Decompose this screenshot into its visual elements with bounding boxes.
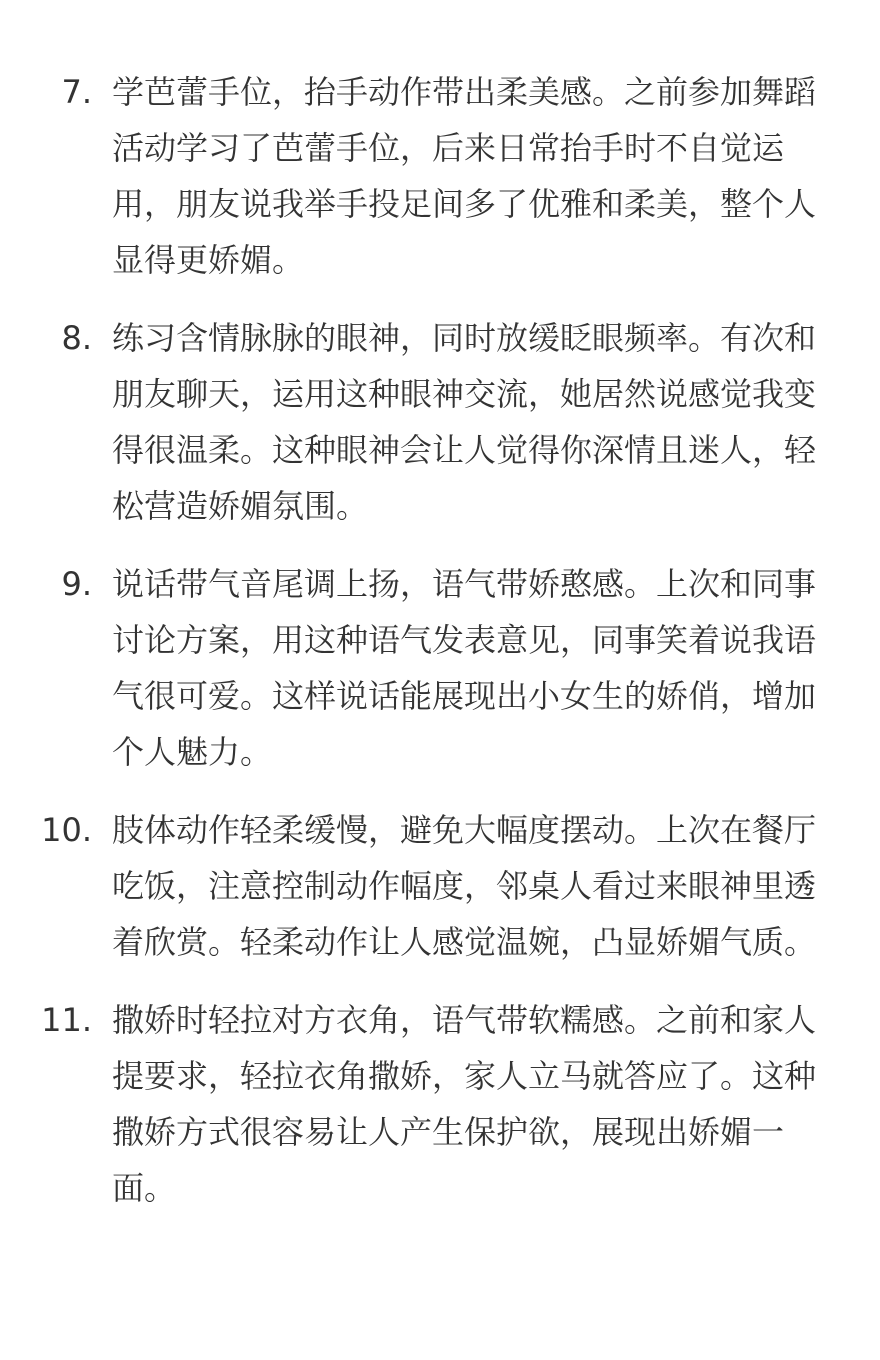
list-item-text: 撒娇时轻拉对方衣角，语气带软糯感。之前和家人提要求，轻拉衣角撒娇，家人立马就答应了。这种撒娇方式很容易让人产生保护欲，展现出娇媚一面。 [112,1001,817,1207]
list-item-text: 练习含情脉脉的眼神，同时放缓眨眼频率。有次和朋友聊天，运用这种眼神交流，她居然说感觉我变得很温柔。这种眼神会让人觉得你深情且迷人，轻松营造娇媚氛围。 [112,319,817,525]
list-item [0,992,818,1216]
list-item-text: 学芭蕾手位，抬手动作带出柔美感。之前参加舞蹈活动学习了芭蕾手位，后来日常抬手时不自觉运用，朋友说我举手投足间多了优雅和柔美，整个人显得更娇媚。 [112,73,817,279]
list-item [0,310,818,534]
list-item [0,802,818,970]
list-item-text: 肢体动作轻柔缓慢，避免大幅度摆动。上次在餐厅吃饭，注意控制动作幅度，邻桌人看过来眼神里透着欣赏。轻柔动作让人感觉温婉，凸显娇媚气质。 [112,811,817,961]
list-item [0,64,818,288]
list-item-number: 11. [41,1001,92,1039]
list-item-number: 8. [61,319,92,357]
list-item-number: 9. [61,565,92,603]
list-item [0,556,818,780]
list-item-text: 说话带气音尾调上扬，语气带娇憨感。上次和同事讨论方案，用这种语气发表意见，同事笑着说我语气很可爱。这样说话能展现出小女生的娇俏，增加个人魅力。 [112,565,817,771]
list-item-number: 7. [61,73,92,111]
numbered-list [0,64,880,1238]
list-item-number: 10. [41,811,92,849]
